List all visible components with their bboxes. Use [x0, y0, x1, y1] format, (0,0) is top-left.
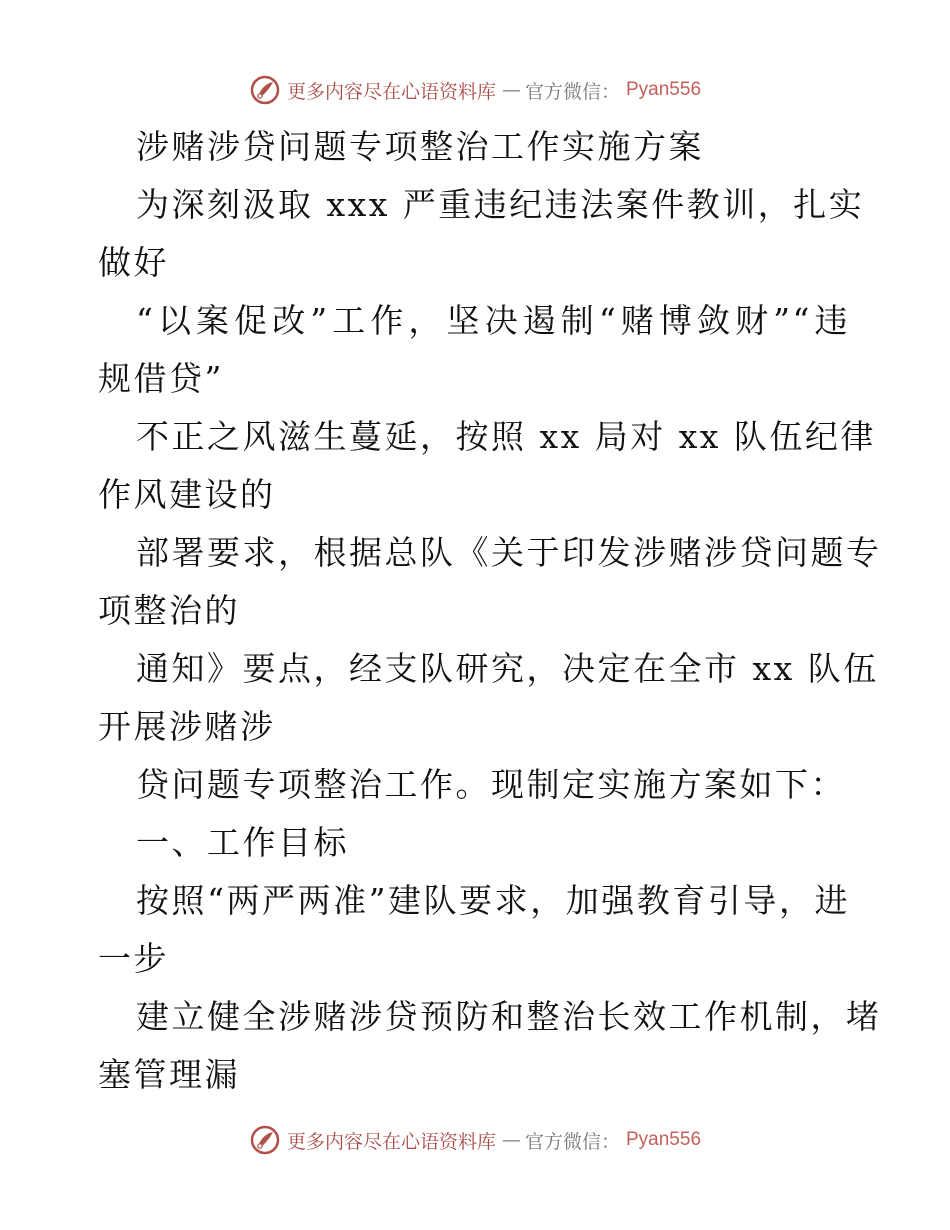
brush-logo-icon: [249, 1124, 281, 1156]
watermark-wechat-id: Pyan556: [626, 1129, 702, 1150]
document-body: [98, 118, 882, 1104]
watermark-site: 更多内容尽在心语资料库: [286, 1130, 496, 1153]
watermark-dash: —: [501, 1129, 519, 1151]
paragraph-line: 贷问题专项整治工作。现制定实施方案如下：: [136, 765, 846, 804]
paragraph-line: 塞管理漏: [98, 1055, 240, 1094]
paragraph-line: 开展涉赌涉: [98, 707, 276, 746]
document-title: 涉赌涉贷问题专项整治工作实施方案: [136, 127, 704, 166]
brush-logo-icon: [249, 74, 281, 106]
paragraph-line: 作风建设的: [98, 475, 276, 514]
watermark-footer: [0, 1120, 950, 1160]
watermark-wechat-id: Pyan556: [626, 79, 702, 100]
paragraph-line: 按照“两严两准”建队要求，加强教育引导，进: [136, 881, 850, 920]
watermark-official: 官方微信：: [524, 80, 620, 103]
watermark-dash: —: [501, 79, 519, 101]
paragraph-line: 规借贷”: [98, 359, 224, 398]
watermark-site: 更多内容尽在心语资料库: [286, 80, 496, 103]
watermark-official: 官方微信：: [524, 1130, 620, 1153]
paragraph-line: 做好: [98, 243, 169, 282]
paragraph-line: 通知》要点，经支队研究，决定在全市 xx 队伍: [136, 649, 879, 688]
watermark-header: [0, 70, 950, 110]
paragraph-line: 一步: [98, 939, 169, 978]
paragraph-line: 不正之风滋生蔓延，按照 xx 局对 xx 队伍纪律: [136, 417, 876, 456]
section-heading: 一、工作目标: [136, 823, 349, 862]
paragraph-line: “以案促改”工作，坚决遏制“赌博敛财”“违: [136, 301, 850, 340]
paragraph-line: 项整治的: [98, 591, 240, 630]
paragraph-line: 部署要求，根据总队《关于印发涉赌涉贷问题专: [136, 533, 882, 572]
paragraph-line: 建立健全涉赌涉贷预防和整治长效工作机制，堵: [136, 997, 882, 1036]
paragraph-line: 为深刻汲取 xxx 严重违纪违法案件教训，扎实: [136, 185, 865, 224]
